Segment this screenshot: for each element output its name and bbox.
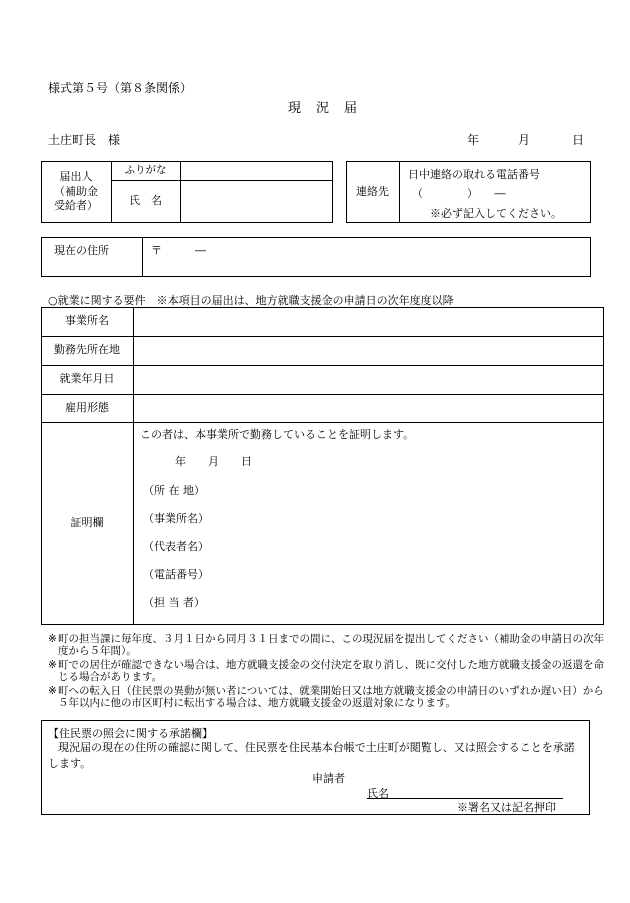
consent-body: 現況届の現在の住所の確認に関して、住民票を住民基本台帳で土庄町が閲覧し、又は照会することを承諾します。	[48, 741, 575, 770]
applicant-group-label: 届出人 （補助金 受給者）	[54, 169, 98, 213]
address-field[interactable]: 〒 ―	[151, 244, 206, 257]
note-mark: ※	[48, 659, 57, 671]
certification-statement: この者は、本事業所で勤務していることを証明します。	[140, 428, 415, 441]
note-mark: ※	[48, 685, 57, 697]
row-label-office-name: 事業所名	[65, 314, 109, 328]
furigana-field[interactable]	[181, 161, 332, 180]
contact-required-note: ※必ず記入してください。	[430, 207, 562, 220]
workplace-address-field[interactable]	[134, 337, 603, 365]
phone-field[interactable]: （ ） ―	[412, 187, 506, 200]
note-text: 町への転入日（住民票の異動が無い者については、就業開始日又は地方就職支援金の申請日のいずれか遅い日）から５年以内に他の市区町村に転出する場合は、地方就職支援金の返還対象になります。	[58, 685, 604, 709]
employment-heading: ○就業に関する要件 ※本項目の届出は、地方就職支援金の申請日の次年度度以降	[48, 294, 454, 307]
office-name-field[interactable]	[134, 308, 603, 336]
consent-title: 【住民票の照会に関する承諾欄】	[48, 727, 213, 740]
note-item	[48, 633, 604, 657]
cert-field-person-in-charge[interactable]: （担 当 者）	[143, 596, 205, 609]
signature-note: ※署名又は記名押印	[457, 801, 556, 814]
certification-date[interactable]: 年 月 日	[175, 455, 252, 468]
cert-field-representative[interactable]: （代表者名）	[143, 540, 209, 553]
signature-name-label: 氏名	[367, 787, 389, 800]
addressee: 土庄町長 様	[48, 133, 121, 147]
name-label: 氏 名	[129, 194, 162, 208]
name-field[interactable]	[181, 181, 332, 222]
date-day-label: 日	[572, 133, 585, 147]
cert-field-phone[interactable]: （電話番号）	[143, 568, 209, 581]
employment-date-field[interactable]	[134, 366, 603, 394]
row-label-employment-date: 就業年月日	[59, 372, 115, 386]
applicant-label: 申請者	[312, 772, 345, 785]
address-box	[41, 237, 591, 277]
address-label: 現在の住所	[54, 244, 109, 257]
contact-title: 日中連絡の取れる電話番号	[408, 168, 540, 181]
row-label-employment-type: 雇用形態	[65, 400, 109, 414]
note-mark: ※	[48, 633, 57, 645]
cert-field-location[interactable]: （所 在 地）	[143, 484, 205, 497]
cert-field-office-name[interactable]: （事業所名）	[143, 512, 209, 525]
certification-label: 証明欄	[70, 516, 104, 530]
row-label-workplace-address: 勤務先所在地	[54, 343, 120, 357]
page-title: 現 況 届	[288, 101, 359, 116]
date-month-label: 月	[518, 133, 531, 147]
date-year-label: 年	[467, 133, 480, 147]
furigana-label: ふりがな	[124, 164, 167, 177]
note-text: 町での居住が確認できない場合は、地方就職支援金の交付決定を取り消し、既に交付した地方就職支援金の返還を命じる場合があります。	[58, 659, 604, 683]
note-item	[48, 659, 604, 683]
form-number: 様式第５号（第８条関係）	[48, 81, 193, 95]
contact-label: 連絡先	[356, 184, 389, 198]
note-item	[48, 685, 604, 709]
employment-type-field[interactable]	[134, 395, 603, 422]
note-text: 町の担当課に毎年度、３月１日から同月３１日までの間に、この現況届を提出してください（補助金の申請日の次年度から５年間）。	[58, 633, 604, 657]
